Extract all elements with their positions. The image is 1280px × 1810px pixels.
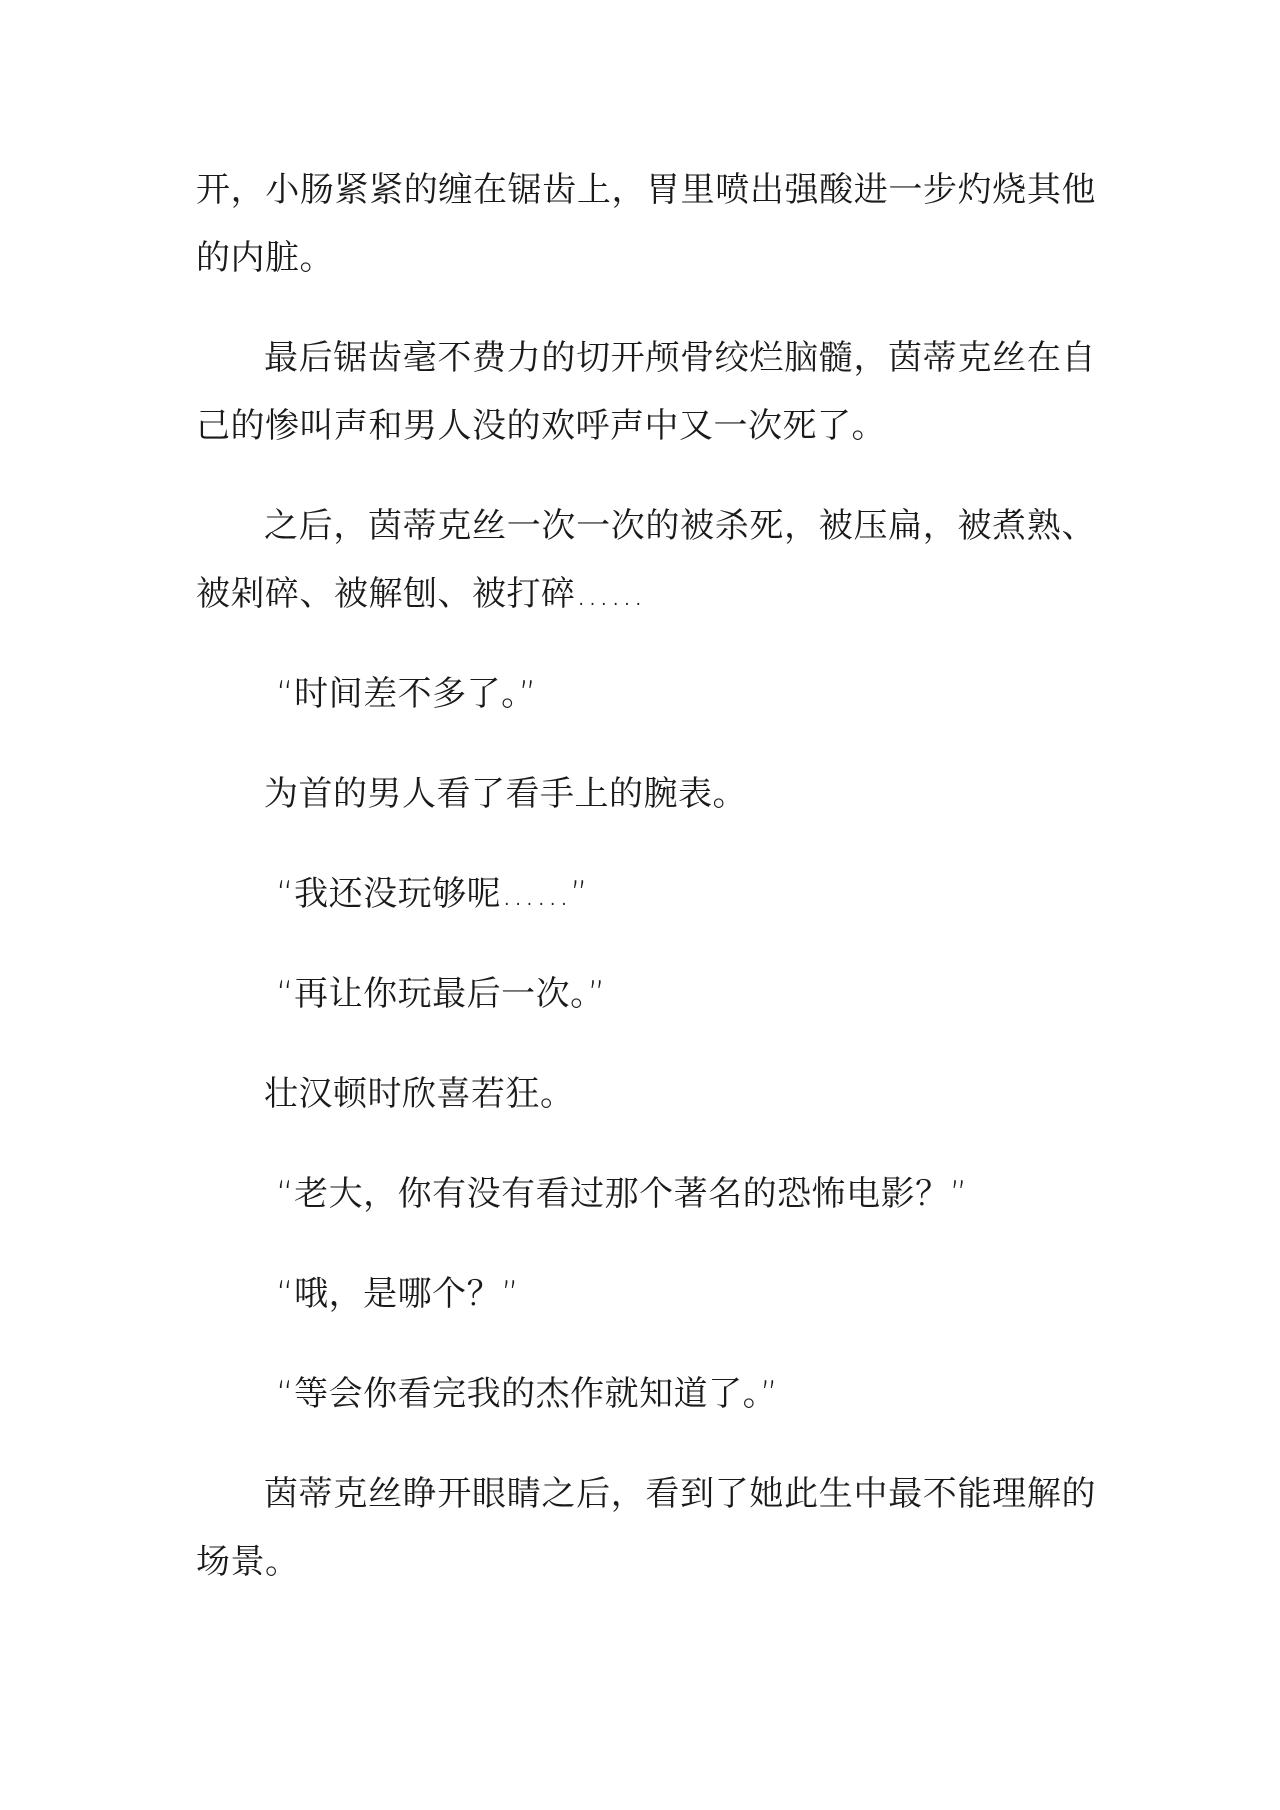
paragraph-8: 壮汉顿时欣喜若狂。 <box>264 1074 575 1114</box>
paragraph-4: “时间差不多了。” <box>276 674 537 714</box>
paragraph-3: 之后，茵蒂克丝一次一次的被杀死，被压扁，被煮熟、被剁碎、被解刨、被打碎…… <box>196 506 1096 614</box>
paragraph-5: 为首的男人看了看手上的腕表。 <box>264 774 747 814</box>
paragraph-12: 茵蒂克丝睁开眼睛之后，看到了她此生中最不能理解的场景。 <box>196 1474 1096 1582</box>
paragraph-7: “再让你玩最后一次。” <box>276 974 606 1014</box>
paragraph-1: 开，小肠紧紧的缠在锯齿上，胃里喷出强酸进一步灼烧其他的内脏。 <box>196 170 1096 278</box>
paragraph-9: “老大，你有没有看过那个著名的恐怖电影？” <box>276 1174 968 1214</box>
document-body <box>196 156 1096 1628</box>
paragraph-11: “等会你看完我的杰作就知道了。” <box>276 1374 779 1414</box>
paragraph-2: 最后锯齿毫不费力的切开颅骨绞烂脑髓，茵蒂克丝在自己的惨叫声和男人没的欢呼声中又一次死了。 <box>196 338 1096 446</box>
paragraph-6: “我还没玩够呢……” <box>276 874 589 914</box>
paragraph-10: “哦，是哪个？” <box>276 1274 520 1314</box>
